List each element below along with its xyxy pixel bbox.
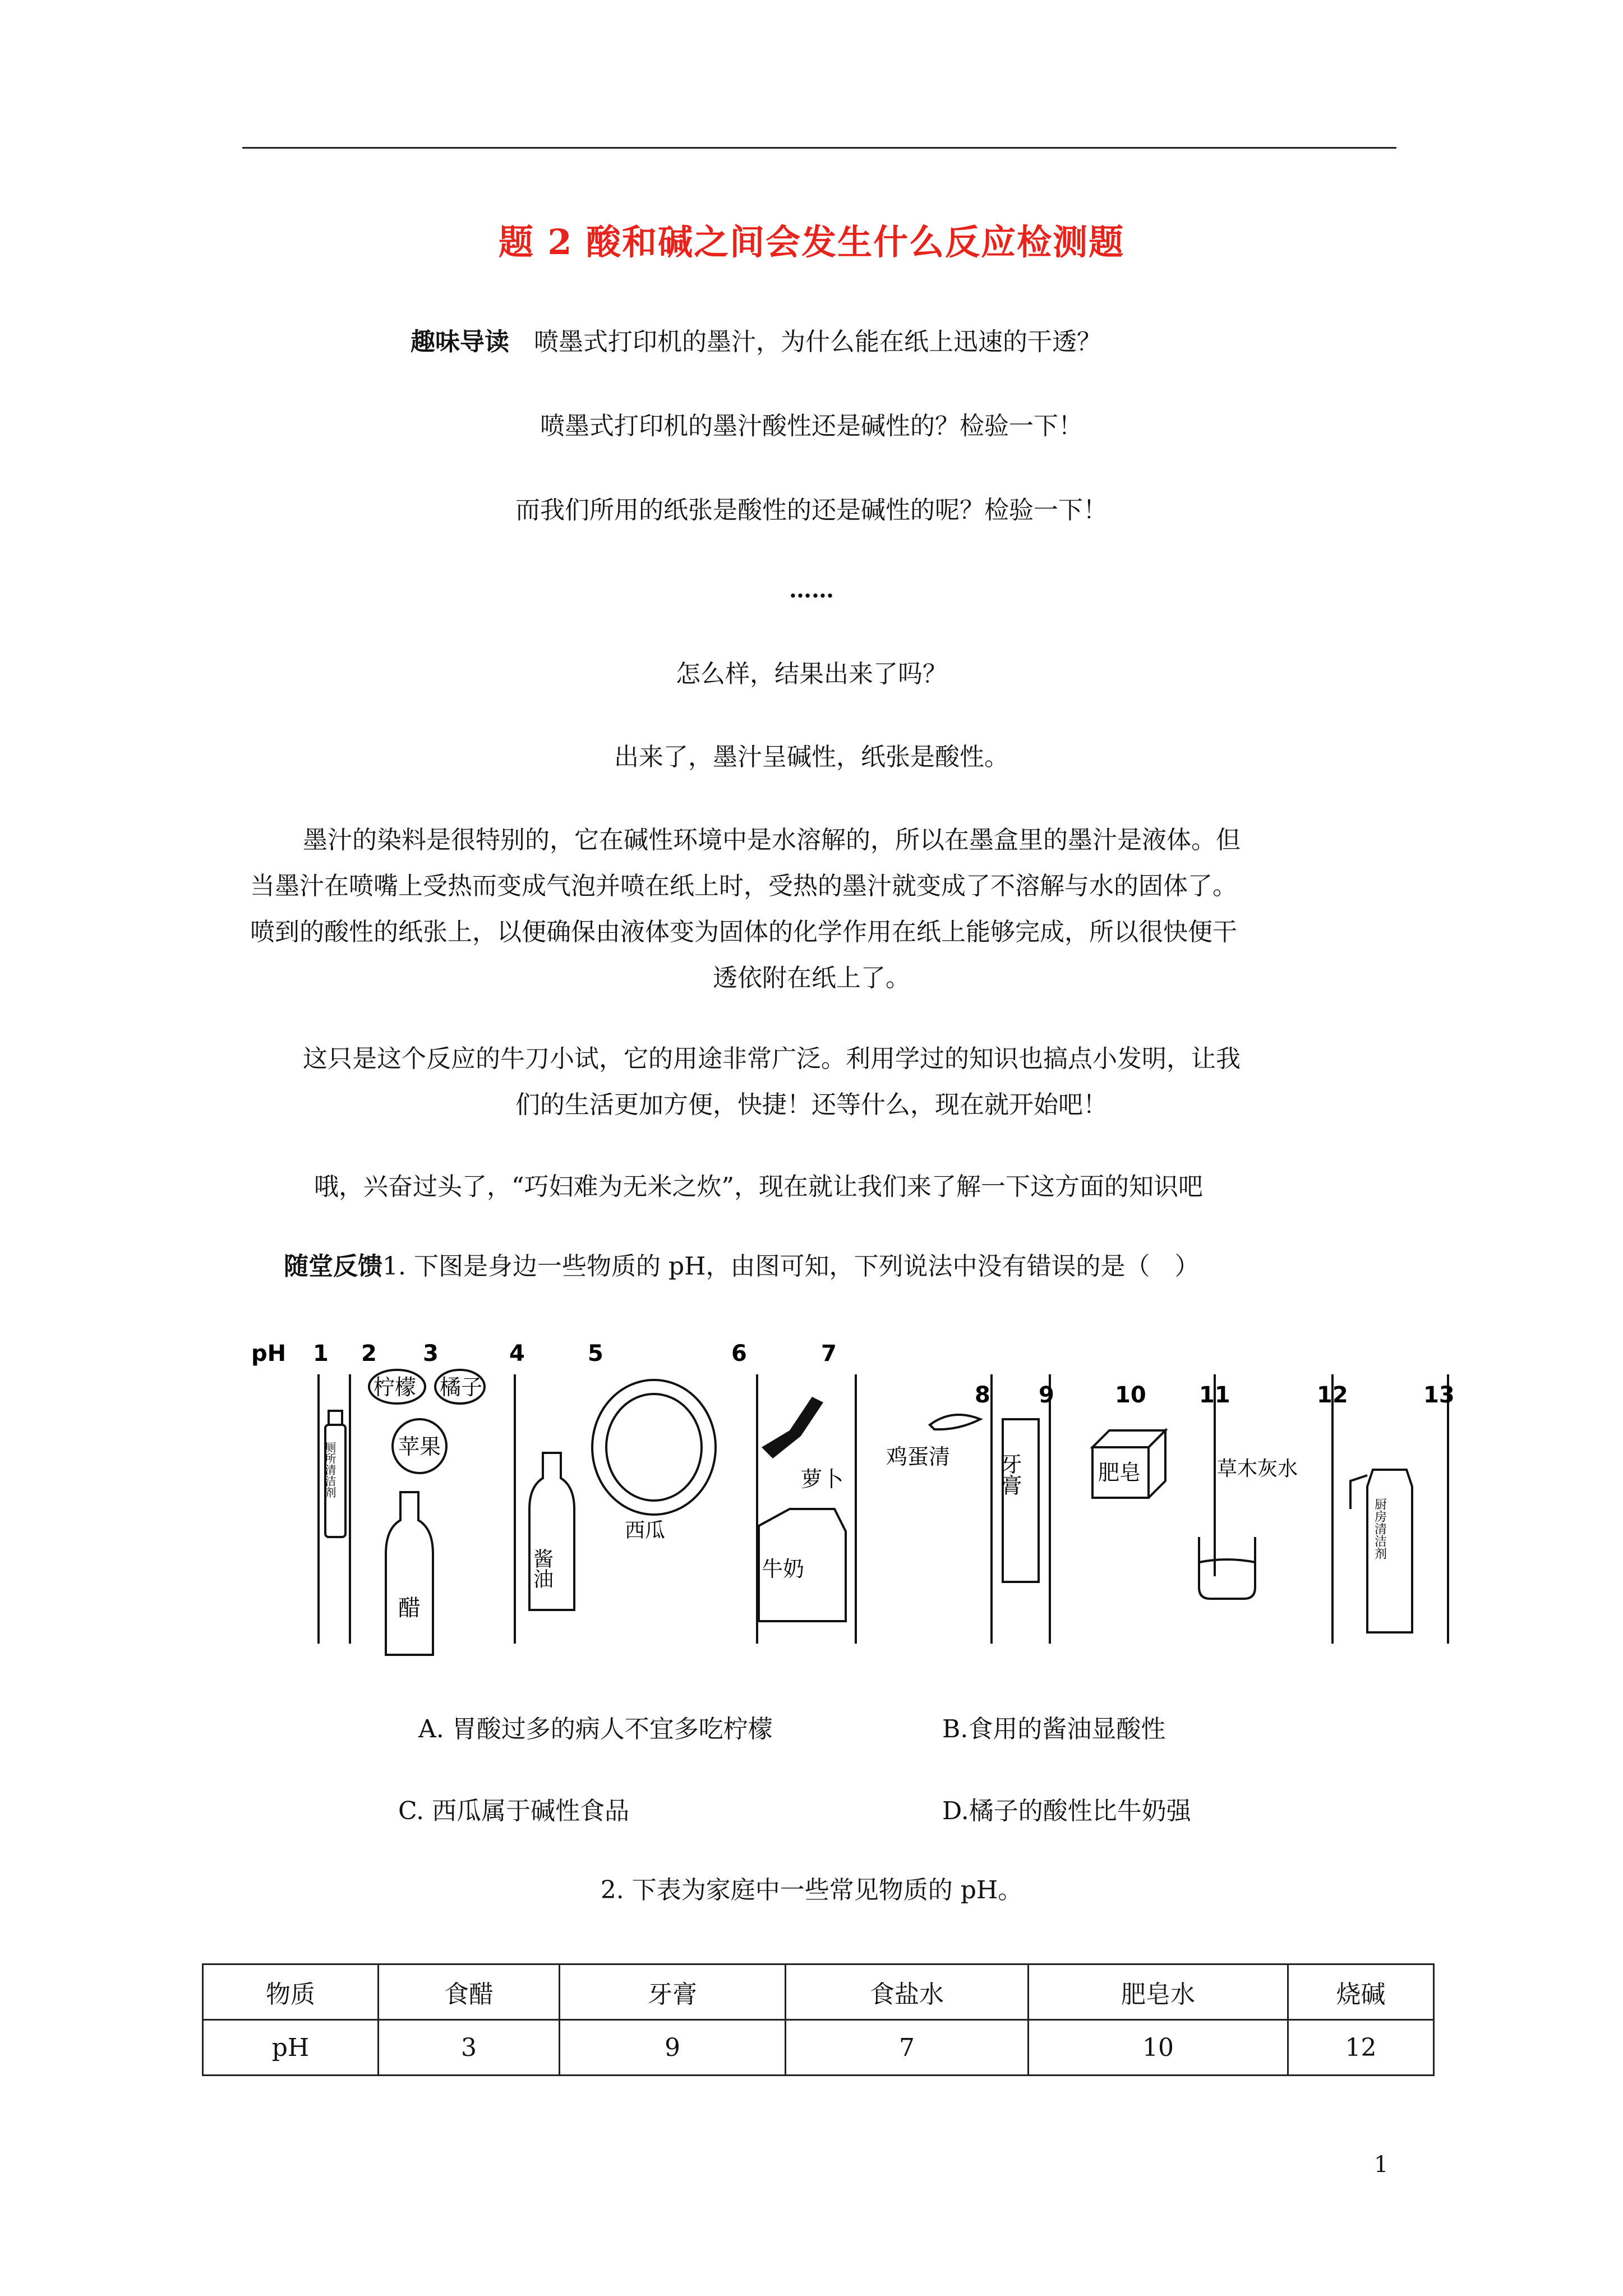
intro-line-5: 出来了，墨汁呈碱性，纸张是酸性。 [614,743,1009,771]
header-rule [242,147,1396,149]
page-title: 题 2 酸和碱之间会发生什么反应检测题 [498,222,1125,263]
radish-label: 萝卜 [801,1467,844,1492]
vinegar-label: 醋 [398,1595,421,1621]
ash-water-label: 草木灰水 [1217,1457,1298,1480]
table-row [203,2020,1434,2076]
ph-scale-figure [251,1341,1474,1666]
ph-tick-6: 6 [731,1341,747,1366]
ph-tick-12: 12 [1317,1382,1348,1408]
ph-tick-3: 3 [423,1341,439,1366]
egg-label: 鸡蛋清 [886,1444,951,1469]
egg-white-icon [930,1415,980,1429]
option-c: C. 西瓜属于碱性食品 [398,1797,630,1825]
soy-label: 酱油 [530,1548,554,1589]
table-cell: 7 [786,2020,1029,2076]
toothpaste-icon [1003,1419,1039,1582]
table-cell: pH [203,2020,379,2076]
table-cell: 10 [1029,2020,1288,2076]
ph-tick-11: 11 [1199,1382,1230,1408]
watermelon-icon [592,1380,716,1515]
milk-label: 牛奶 [762,1557,805,1581]
apple-label: 苹果 [398,1434,441,1459]
toothpaste-label: 牙膏 [997,1453,1022,1496]
soap-label: 肥皂 [1098,1460,1141,1485]
para1-line-4: 透依附在纸上了。 [713,964,910,992]
vinegar-bottle-icon [386,1492,433,1655]
ph-tick-5: 5 [588,1341,603,1366]
ph-tick-7: 7 [821,1341,837,1366]
ph-tick-13: 13 [1423,1382,1455,1408]
intro-label: 趣味导读 [411,328,509,356]
watermelon-label: 西瓜 [625,1519,666,1542]
para3: 哦，兴奋过头了，“巧妇难为无米之炊”，现在就让我们来了解一下这方面的知识吧 [314,1172,1203,1201]
intro-ellipsis: …… [789,577,834,603]
option-a: A. 胃酸过多的病人不宜多吃柠檬 [418,1715,773,1743]
para2-line-2: 们的生活更加方便，快捷！还等什么，现在就开始吧！ [515,1091,1108,1119]
intro-line-1 [411,325,1101,359]
question-1 [284,1250,1200,1283]
cleaner-label: 厕所清洁剂 [323,1442,336,1498]
intro-question: 喷墨式打印机的墨汁，为什么能在纸上迅速的干透？ [534,328,1101,356]
para2-line-1: 这只是这个反应的牛刀小试，它的用途非常广泛。利用学过的知识也搞点小发明，让我 [303,1045,1241,1073]
ph-tick-2: 2 [361,1341,377,1366]
ph-tick-10: 10 [1115,1382,1146,1408]
ph-axis-label: pH [251,1341,287,1366]
intro-line-3: 而我们所用的纸张是酸性的还是碱性的呢？检验一下！ [515,496,1108,524]
question-2: 2. 下表为家庭中一些常见物质的 pH。 [600,1876,1023,1904]
ph-tick-1: 1 [313,1341,329,1366]
table-header: 物质 [203,1964,379,2020]
table-header-row [203,1964,1434,2020]
lemon-label: 柠檬 [374,1375,417,1400]
para1-line-2: 当墨汁在喷嘴上受热而变成气泡并喷在纸上时，受热的墨汁就变成了不溶解与水的固体了。 [250,872,1237,900]
table-cell: 9 [560,2020,786,2076]
table-cell: 12 [1288,2020,1434,2076]
option-d: D.橘子的酸性比牛奶强 [942,1797,1191,1825]
table-cell: 3 [379,2020,560,2076]
table-header: 食盐水 [786,1964,1029,2020]
table-header: 牙膏 [560,1964,786,2020]
table-header: 食醋 [379,1964,560,2020]
ph-tick-8: 8 [975,1382,990,1408]
beaker-icon [1199,1537,1255,1599]
radish-icon [762,1397,823,1458]
ph-table [202,1963,1435,2076]
para1-line-3: 喷到的酸性的纸张上，以便确保由液体变为固体的化学作用在纸上能够完成，所以很快便干 [250,918,1237,946]
page-number: 1 [1374,2152,1389,2178]
option-b: B.食用的酱油显酸性 [942,1715,1166,1743]
kitchen-cleaner-label: 厨房清洁剂 [1372,1498,1387,1559]
intro-line-2: 喷墨式打印机的墨汁酸性还是碱性的？检验一下！ [540,412,1083,440]
table-header: 肥皂水 [1029,1964,1288,2020]
intro-line-4: 怎么样，结果出来了吗？ [676,660,947,688]
orange-label: 橘子 [440,1375,483,1400]
feedback-label: 随堂反馈 [284,1252,382,1281]
question-1-text: 1. 下图是身边一些物质的 pH，由图可知，下列说法中没有错误的是（ ） [382,1252,1200,1281]
ph-tick-9: 9 [1039,1382,1054,1408]
ph-tick-4: 4 [509,1341,525,1366]
table-header: 烧碱 [1288,1964,1434,2020]
para1-line-1: 墨汁的染料是很特别的，它在碱性环境中是水溶解的，所以在墨盒里的墨汁是液体。但 [303,826,1241,854]
